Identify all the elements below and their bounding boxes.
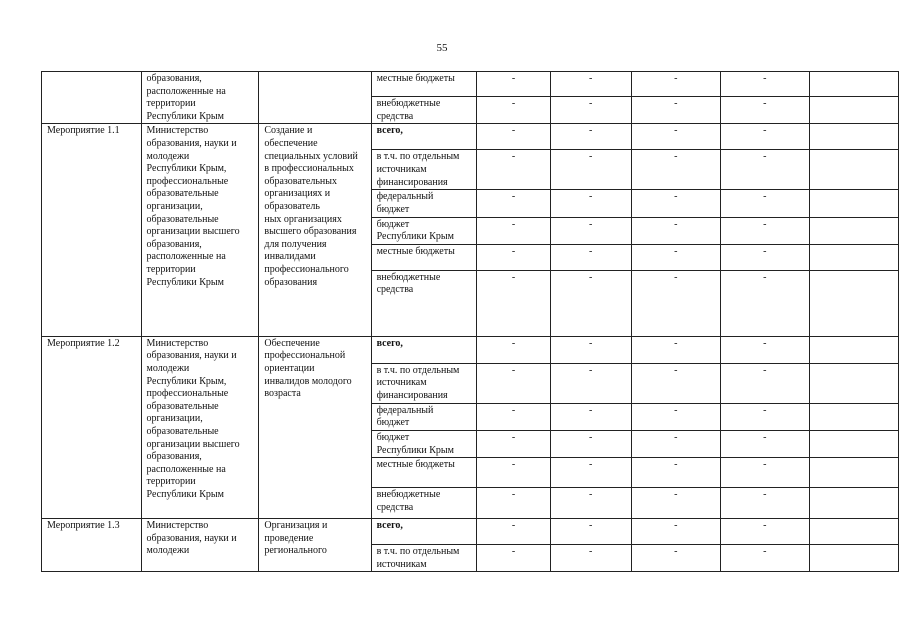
value-cell bbox=[809, 244, 898, 270]
value-cell bbox=[809, 97, 898, 124]
value-cell: - bbox=[550, 124, 631, 150]
value-cell: - bbox=[631, 270, 720, 336]
value-cell: - bbox=[721, 403, 810, 430]
value-cell bbox=[809, 403, 898, 430]
funding-source: в т.ч. по отдельным источникам bbox=[371, 545, 477, 572]
value-cell: - bbox=[631, 97, 720, 124]
funding-source: в т.ч. по отдельным источникам финансирования bbox=[371, 363, 477, 403]
content-cell: Организация и проведение регионального bbox=[259, 519, 371, 572]
value-cell: - bbox=[550, 150, 631, 190]
value-cell: - bbox=[721, 244, 810, 270]
value-cell bbox=[809, 150, 898, 190]
value-cell: - bbox=[721, 430, 810, 457]
value-cell: - bbox=[477, 270, 550, 336]
value-cell bbox=[809, 430, 898, 457]
funding-source: внебюджетные средства bbox=[371, 97, 477, 124]
value-cell: - bbox=[631, 150, 720, 190]
value-cell: - bbox=[721, 190, 810, 217]
value-cell: - bbox=[477, 519, 550, 545]
value-cell: - bbox=[631, 403, 720, 430]
value-cell: - bbox=[721, 545, 810, 572]
funding-source: в т.ч. по отдельным источникам финансирования bbox=[371, 150, 477, 190]
value-cell: - bbox=[631, 124, 720, 150]
value-cell: - bbox=[477, 72, 550, 97]
funding-source: бюджет Республики Крым bbox=[371, 430, 477, 457]
value-cell: - bbox=[721, 363, 810, 403]
value-cell: - bbox=[477, 150, 550, 190]
value-cell: - bbox=[631, 430, 720, 457]
value-cell bbox=[809, 124, 898, 150]
funding-source: всего, bbox=[371, 519, 477, 545]
value-cell: - bbox=[477, 363, 550, 403]
value-cell: - bbox=[721, 97, 810, 124]
funding-source: местные бюджеты bbox=[371, 244, 477, 270]
value-cell: - bbox=[550, 217, 631, 244]
value-cell: - bbox=[721, 458, 810, 488]
activity-cell: Мероприятие 1.3 bbox=[42, 519, 142, 572]
value-cell: - bbox=[477, 244, 550, 270]
value-cell: - bbox=[721, 488, 810, 519]
value-cell: - bbox=[477, 545, 550, 572]
value-cell: - bbox=[550, 244, 631, 270]
value-cell bbox=[809, 190, 898, 217]
value-cell: - bbox=[631, 336, 720, 363]
activity-cell: Мероприятие 1.1 bbox=[42, 124, 142, 336]
value-cell: - bbox=[477, 124, 550, 150]
funding-source: местные бюджеты bbox=[371, 458, 477, 488]
value-cell: - bbox=[550, 72, 631, 97]
value-cell: - bbox=[550, 403, 631, 430]
value-cell bbox=[809, 488, 898, 519]
value-cell: - bbox=[550, 519, 631, 545]
value-cell: - bbox=[477, 217, 550, 244]
content-cell bbox=[259, 72, 371, 124]
value-cell: - bbox=[477, 336, 550, 363]
value-cell: - bbox=[631, 217, 720, 244]
value-cell: - bbox=[631, 72, 720, 97]
executor-cell: Министерство образования, науки и молодежи Республики Крым, профессиональные образовательные организации, образовательные организации высшего образования, расположенные на территории Республики Крым bbox=[141, 124, 259, 336]
value-cell: - bbox=[631, 363, 720, 403]
value-cell: - bbox=[477, 458, 550, 488]
value-cell: - bbox=[631, 519, 720, 545]
value-cell: - bbox=[721, 336, 810, 363]
value-cell: - bbox=[721, 72, 810, 97]
value-cell bbox=[809, 217, 898, 244]
activity-cell: Мероприятие 1.2 bbox=[42, 336, 142, 518]
value-cell: - bbox=[550, 458, 631, 488]
funding-source: внебюджетные средства bbox=[371, 488, 477, 519]
content-cell: Обеспечение профессиональной ориентации инвалидов молодого возраста bbox=[259, 336, 371, 518]
funding-source: федеральный бюджет bbox=[371, 190, 477, 217]
funding-source: всего, bbox=[371, 336, 477, 363]
value-cell bbox=[809, 545, 898, 572]
value-cell: - bbox=[631, 244, 720, 270]
value-cell: - bbox=[550, 545, 631, 572]
value-cell: - bbox=[721, 124, 810, 150]
value-cell: - bbox=[721, 519, 810, 545]
value-cell bbox=[809, 270, 898, 336]
value-cell: - bbox=[721, 150, 810, 190]
executor-cell: Министерство образования, науки и молодежи Республики Крым, профессиональные образовательные организации, образовательные организации высшего образования, расположенные на территории Республики Крым bbox=[141, 336, 259, 518]
value-cell: - bbox=[477, 403, 550, 430]
value-cell: - bbox=[631, 458, 720, 488]
value-cell: - bbox=[550, 430, 631, 457]
value-cell: - bbox=[631, 190, 720, 217]
value-cell: - bbox=[550, 336, 631, 363]
value-cell: - bbox=[550, 488, 631, 519]
page-number: 55 bbox=[436, 42, 448, 54]
value-cell bbox=[809, 458, 898, 488]
funding-source: внебюджетные средства bbox=[371, 270, 477, 336]
activity-cell bbox=[42, 72, 142, 124]
value-cell: - bbox=[721, 270, 810, 336]
executor-cell: образования, расположенные на территории Республики Крым bbox=[141, 72, 259, 124]
funding-source: бюджет Республики Крым bbox=[371, 217, 477, 244]
value-cell: - bbox=[477, 97, 550, 124]
funding-source: федеральный бюджет bbox=[371, 403, 477, 430]
value-cell: - bbox=[477, 190, 550, 217]
value-cell: - bbox=[550, 190, 631, 217]
value-cell: - bbox=[721, 217, 810, 244]
value-cell: - bbox=[550, 363, 631, 403]
executor-cell: Министерство образования, науки и молодежи bbox=[141, 519, 259, 572]
value-cell bbox=[809, 72, 898, 97]
value-cell: - bbox=[477, 488, 550, 519]
funding-source: местные бюджеты bbox=[371, 72, 477, 97]
value-cell: - bbox=[550, 97, 631, 124]
content-cell: Создание и обеспечение специальных условий в профессиональных образовательных организациях и образователь ных организациях высшего образования для получения инвалидами профессионального образования bbox=[259, 124, 371, 336]
funding-table bbox=[41, 71, 899, 572]
value-cell bbox=[809, 519, 898, 545]
value-cell: - bbox=[631, 488, 720, 519]
value-cell: - bbox=[477, 430, 550, 457]
value-cell: - bbox=[550, 270, 631, 336]
value-cell: - bbox=[631, 545, 720, 572]
value-cell bbox=[809, 336, 898, 363]
funding-source: всего, bbox=[371, 124, 477, 150]
value-cell bbox=[809, 363, 898, 403]
